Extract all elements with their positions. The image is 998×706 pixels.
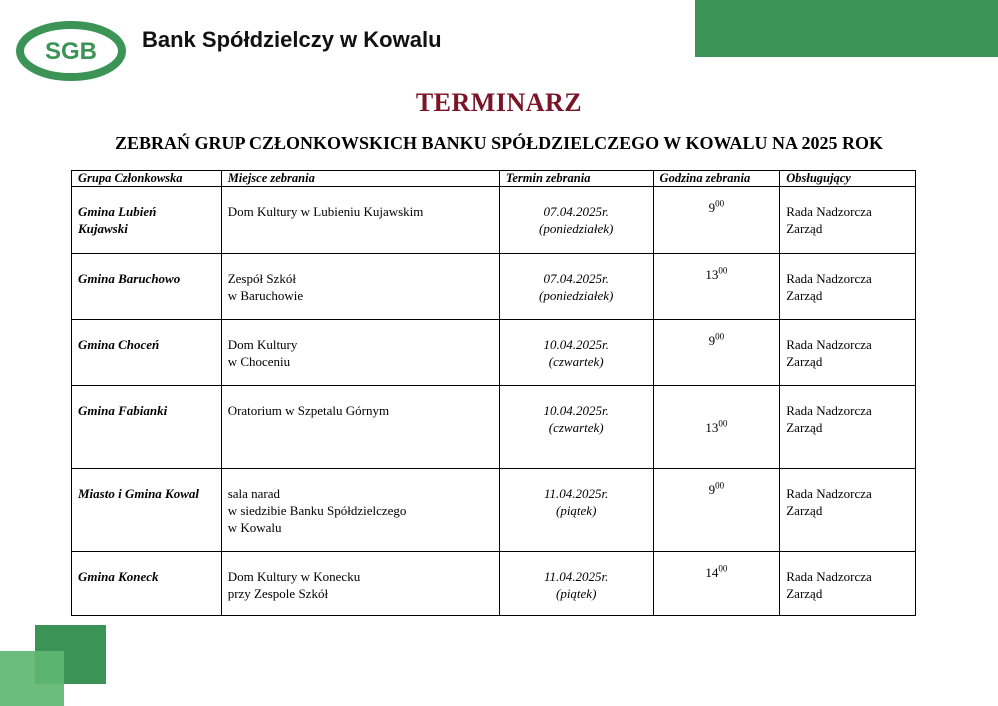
staff-line: Rada Nadzorcza <box>786 204 872 219</box>
staff-line: Rada Nadzorcza <box>786 271 872 286</box>
hour-cell <box>653 386 780 469</box>
meeting-weekday: (poniedziałek) <box>539 221 614 236</box>
place-cell <box>221 386 499 469</box>
meeting-hour: 9 <box>708 482 716 497</box>
hour-cell <box>653 187 780 254</box>
hour-cell <box>653 320 780 386</box>
staff-line: Rada Nadzorcza <box>786 569 872 584</box>
group-name: Gmina Choceń <box>78 337 160 352</box>
meeting-hour: 9 <box>708 200 716 215</box>
group-cell <box>72 254 222 320</box>
column-header: Miejsce zebrania <box>221 171 499 187</box>
meeting-minutes: 00 <box>718 418 728 429</box>
column-header: Termin zebrania <box>499 171 653 187</box>
place-line: sala narad <box>227 486 281 501</box>
staff-cell <box>780 386 916 469</box>
place-line: Zespół Szkół <box>227 271 296 286</box>
page-title: TERMINARZ <box>415 88 583 117</box>
place-cell <box>221 469 499 552</box>
meeting-date: 07.04.2025r. <box>543 204 609 219</box>
date-cell <box>499 386 653 469</box>
table-header-row <box>72 171 916 187</box>
place-line: w siedzibie Banku Spółdzielczego <box>227 503 407 518</box>
column-header: Godzina zebrania <box>653 171 780 187</box>
meeting-date: 11.04.2025r. <box>543 486 609 501</box>
meeting-minutes: 00 <box>715 480 725 491</box>
table-row <box>72 187 916 254</box>
staff-cell <box>780 187 916 254</box>
hour-cell <box>653 254 780 320</box>
place-line: w Choceniu <box>227 354 291 369</box>
column-header: Obsługujący <box>780 171 916 187</box>
meeting-hour: 13 <box>705 420 719 435</box>
meeting-hour: 13 <box>705 267 719 282</box>
meeting-date: 11.04.2025r. <box>543 569 609 584</box>
group-cell <box>72 469 222 552</box>
staff-line: Zarząd <box>786 221 823 236</box>
meeting-minutes: 00 <box>715 331 725 342</box>
staff-line: Zarząd <box>786 503 823 518</box>
sgb-logo <box>16 20 126 82</box>
group-name: Gmina Baruchowo <box>78 271 181 286</box>
meeting-minutes: 00 <box>718 563 728 574</box>
page-subtitle: ZEBRAŃ GRUP CZŁONKOWSKICH BANKU SPÓŁDZIELCZEGO W KOWALU NA 2025 ROK <box>115 133 883 153</box>
staff-cell <box>780 552 916 616</box>
top-green-bar <box>695 0 998 57</box>
table-row <box>72 320 916 386</box>
date-cell <box>499 320 653 386</box>
meeting-date: 10.04.2025r. <box>543 403 609 418</box>
group-name: Gmina Fabianki <box>78 403 168 418</box>
table-body <box>72 187 916 616</box>
staff-cell <box>780 254 916 320</box>
place-cell <box>221 254 499 320</box>
meeting-date: 07.04.2025r. <box>543 271 609 286</box>
staff-line: Zarząd <box>786 288 823 303</box>
meeting-weekday: (piątek) <box>555 586 597 601</box>
table-row <box>72 552 916 616</box>
meeting-hour: 9 <box>708 333 716 348</box>
group-name: Gmina Lubień <box>78 204 157 219</box>
group-name: Miasto i Gmina Kowal <box>78 486 199 501</box>
logo-text: SGB <box>44 38 98 65</box>
date-cell <box>499 187 653 254</box>
place-line: w Kowalu <box>227 520 282 535</box>
staff-line: Rada Nadzorcza <box>786 403 872 418</box>
staff-line: Rada Nadzorcza <box>786 486 872 501</box>
column-header: Grupa Członkowska <box>72 171 222 187</box>
table-row <box>72 469 916 552</box>
staff-line: Zarząd <box>786 420 823 435</box>
meeting-weekday: (piątek) <box>555 503 597 518</box>
group-cell <box>72 386 222 469</box>
meeting-weekday: (czwartek) <box>548 420 604 435</box>
place-line: w Baruchowie <box>227 288 304 303</box>
place-line: Dom Kultury w Konecku <box>227 569 361 584</box>
meeting-weekday: (czwartek) <box>548 354 604 369</box>
place-cell <box>221 320 499 386</box>
meeting-hour: 14 <box>705 565 719 580</box>
staff-line: Rada Nadzorcza <box>786 337 872 352</box>
table-row <box>72 386 916 469</box>
place-line: przy Zespole Szkół <box>227 586 329 601</box>
date-cell <box>499 469 653 552</box>
group-cell <box>72 187 222 254</box>
staff-line: Zarząd <box>786 586 823 601</box>
decor-square-light <box>0 651 64 706</box>
schedule-table <box>71 170 916 616</box>
hour-cell <box>653 469 780 552</box>
date-cell <box>499 552 653 616</box>
meeting-minutes: 00 <box>715 198 725 209</box>
hour-cell <box>653 552 780 616</box>
group-cell <box>72 552 222 616</box>
place-cell <box>221 552 499 616</box>
place-line: Dom Kultury w Lubieniu Kujawskim <box>227 204 424 219</box>
staff-cell <box>780 320 916 386</box>
meeting-weekday: (poniedziałek) <box>539 288 614 303</box>
place-line: Dom Kultury <box>227 337 298 352</box>
staff-line: Zarząd <box>786 354 823 369</box>
meeting-minutes: 00 <box>718 265 728 276</box>
place-cell <box>221 187 499 254</box>
staff-cell <box>780 469 916 552</box>
group-name: Kujawski <box>78 221 128 236</box>
table-row <box>72 254 916 320</box>
date-cell <box>499 254 653 320</box>
meeting-date: 10.04.2025r. <box>543 337 609 352</box>
group-name: Gmina Koneck <box>78 569 159 584</box>
bank-name: Bank Spółdzielczy w Kowalu <box>142 27 442 52</box>
place-line: Oratorium w Szpetalu Górnym <box>227 403 390 418</box>
group-cell <box>72 320 222 386</box>
